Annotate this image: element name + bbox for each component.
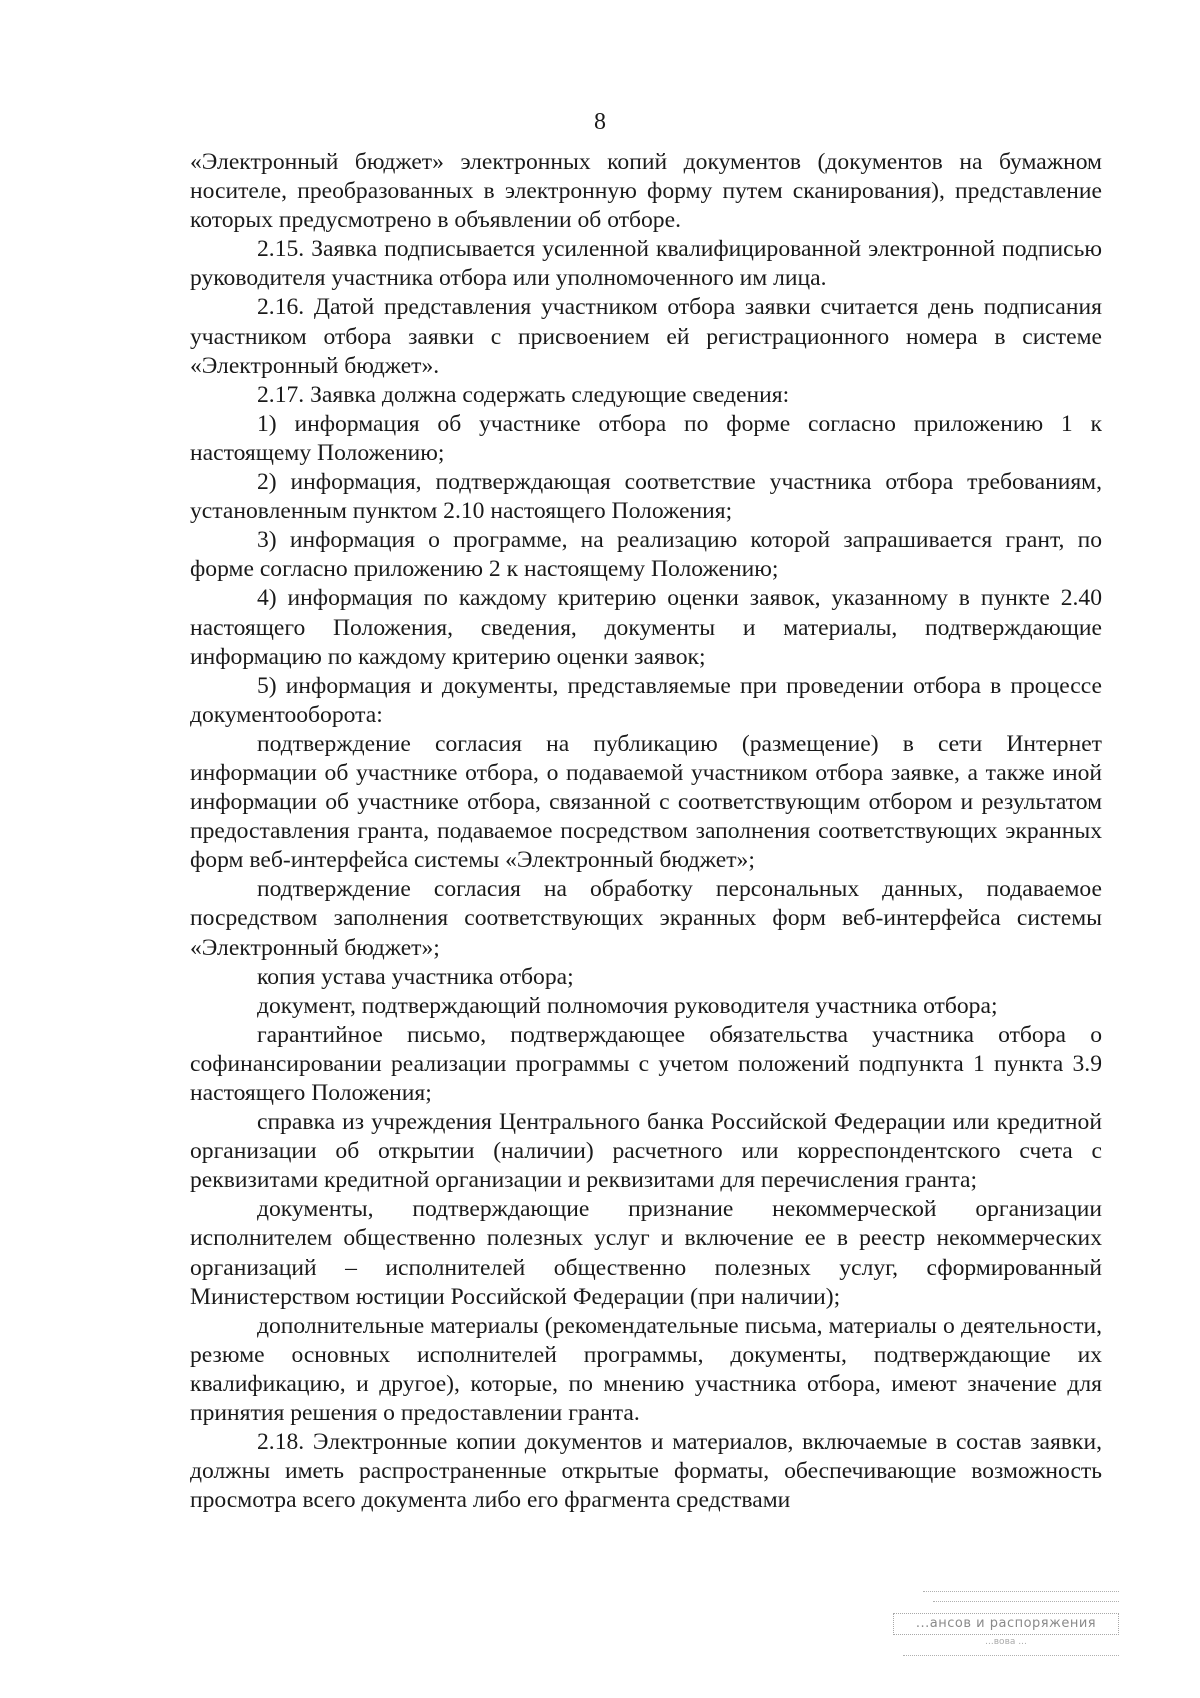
- paragraph: документ, подтверждающий полномочия руководителя участника отбора;: [257, 992, 998, 1019]
- paragraph: 2.17. Заявка должна содержать следующие сведения:: [257, 381, 790, 408]
- paragraph: «Электронный бюджет» электронных копий документов (документов на бумажном носителе, преобразованных в электронную форму путем сканирования), представление которых предусмотрено в объявлении об отборе.: [190, 149, 1102, 234]
- paragraph: 4) информация по каждому критерию оценки заявок, указанному в пункте 2.40 настоящего Положения, сведения, документы и материалы, подтверждающие информацию по каждому критерию оценки заявок;: [190, 585, 1102, 670]
- paragraph: копия устава участника отбора;: [257, 963, 574, 990]
- paragraph: 2) информация, подтверждающая соответствие участника отбора требованиям, установленным пунктом 2.10 настоящего Положения;: [190, 469, 1102, 525]
- paragraph: 2.15. Заявка подписывается усиленной квалифицированной электронной подписью руководителя участника отбора или уполномоченного им лица.: [190, 236, 1102, 292]
- stamp-line: [923, 1591, 1119, 1592]
- paragraph: 5) информация и документы, представляемые при проведении отбора в процессе документооборота:: [190, 672, 1102, 728]
- paragraph: подтверждение согласия на обработку персональных данных, подаваемое посредством заполнения соответствующих экранных форм веб-интерфейса системы «Электронный бюджет»;: [190, 876, 1102, 961]
- approval-stamp: [893, 1585, 1119, 1679]
- paragraph: гарантийное письмо, подтверждающее обязательства участника отбора о софинансировании реализации программы с учетом положений подпункта 1 пункта 3.9 настоящего Положения;: [190, 1021, 1102, 1106]
- stamp-subtext: ...вова ...: [985, 1637, 1027, 1647]
- stamp-line: [903, 1655, 1119, 1656]
- stamp-line: [933, 1601, 1119, 1602]
- page-number: 8: [594, 109, 606, 135]
- paragraph: 1) информация об участнике отбора по форме согласно приложению 1 к настоящему Положению;: [190, 410, 1102, 466]
- paragraph: 2.18. Электронные копии документов и материалов, включаемые в состав заявки, должны иметь распространенные открытые форматы, обеспечивающие возможность просмотра всего документа либо его фрагмента средствами: [190, 1429, 1102, 1514]
- paragraph: подтверждение согласия на публикацию (размещение) в сети Интернет информации об участнике отбора, о подаваемой участником отбора заявке, а также иной информации об участнике отбора, связанной с соответствующим отбором и результатом предоставления гранта, подаваемое посредством заполнения соответствующих экранных форм веб-интерфейса системы «Электронный бюджет»;: [190, 730, 1102, 874]
- paragraph: справка из учреждения Центрального банка Российской Федерации или кредитной организации об открытии (наличии) расчетного или корреспондентского счета с реквизитами кредитной организации и реквизитами для перечисления гранта;: [190, 1109, 1102, 1194]
- stamp-text: ...ансов и распоряжения: [893, 1613, 1119, 1635]
- paragraph: 3) информация о программе, на реализацию которой запрашивается грант, по форме согласно приложению 2 к настоящему Положению;: [190, 527, 1102, 583]
- paragraph: 2.16. Датой представления участником отбора заявки считается день подписания участником отбора заявки с присвоением ей регистрационного номера в системе «Электронный бюджет».: [190, 294, 1102, 379]
- paragraph: документы, подтверждающие признание некоммерческой организации исполнителем общественно полезных услуг и включение ее в реестр некоммерческих организаций – исполнителей общественно полезных услуг, сформированный Министерством юстиции Российской Федерации (при наличии);: [190, 1196, 1102, 1310]
- paragraph: дополнительные материалы (рекомендательные письма, материалы о деятельности, резюме основных исполнителей программы, документы, подтверждающие их квалификацию, и другое), которые, по мнению участника отбора, имеют значение для принятия решения о предоставлении гранта.: [190, 1312, 1102, 1427]
- document-body: [190, 148, 1102, 1515]
